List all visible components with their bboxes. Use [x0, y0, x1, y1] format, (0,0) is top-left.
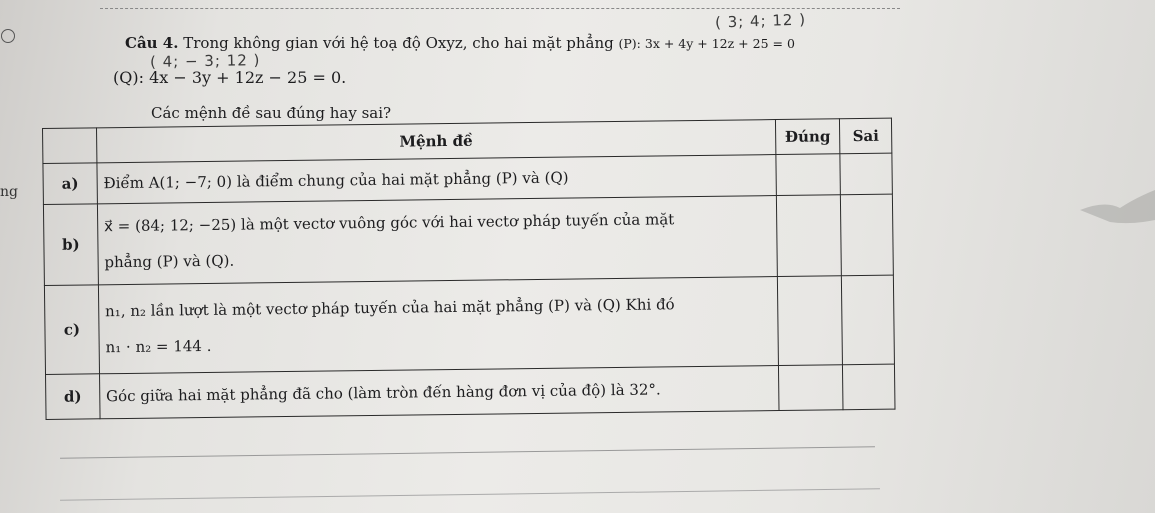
- statements-table: [42, 118, 896, 420]
- true-answer-cell[interactable]: [776, 195, 841, 277]
- statement-cell: [98, 277, 778, 374]
- header-statement: Mệnh đề: [96, 120, 775, 163]
- statement-line: n₁ · n₂ = 144 .: [105, 336, 212, 357]
- true-answer-cell[interactable]: [777, 276, 842, 366]
- false-answer-cell[interactable]: [840, 153, 892, 195]
- statement-cell: [97, 196, 777, 285]
- binder-hole-icon: [1, 29, 15, 43]
- true-answer-cell[interactable]: [776, 154, 841, 196]
- row-label: c): [44, 285, 99, 375]
- table-row: [44, 275, 894, 374]
- false-answer-cell[interactable]: [843, 364, 895, 410]
- statement-line: Góc giữa hai mặt phẳng đã cho (làm tròn đến hàng đơn vị của độ) là 32°.: [106, 380, 661, 406]
- header-label-cell: [43, 128, 97, 164]
- statement-line: x⃗ = (84; 12; −25) là một vectơ vuông góc với hai vectơ pháp tuyến của mặt: [103, 210, 675, 236]
- page-fold-shadow-icon: [1080, 180, 1155, 240]
- question-prompt: Các mệnh đề sau đúng hay sai?: [151, 104, 392, 122]
- true-answer-cell[interactable]: [778, 365, 843, 411]
- plane-p-equation: (P): 3x + 4y + 12z + 25 = 0: [618, 36, 795, 51]
- answer-rule-line: [60, 446, 875, 458]
- statement-line: phẳng (P) và (Q).: [104, 251, 235, 272]
- top-dashed-rule: [100, 8, 900, 9]
- header-true: Đúng: [775, 119, 840, 155]
- question-intro: Trong không gian với hệ toạ độ Oxyz, cho hai mặt phẳng: [183, 34, 614, 52]
- margin-handwriting: ng: [0, 184, 18, 200]
- answer-rule-line: [60, 488, 880, 500]
- row-label: d): [46, 374, 100, 420]
- table-row: [43, 194, 893, 285]
- question-number: Câu 4.: [125, 34, 179, 52]
- table-row: [46, 364, 895, 419]
- handwritten-p-normal: ( 3; 4; 12 ): [714, 10, 807, 32]
- header-false: Sai: [840, 118, 892, 154]
- handwritten-q-normal: ( 4; − 3; 12 ): [149, 51, 261, 71]
- statement-line: Điểm A(1; −7; 0) là điểm chung của hai mặt phẳng (P) và (Q): [103, 168, 569, 193]
- false-answer-cell[interactable]: [842, 275, 895, 365]
- row-label: b): [43, 204, 98, 286]
- statement-cell: [99, 366, 778, 419]
- row-label: a): [43, 163, 97, 205]
- false-answer-cell[interactable]: [841, 194, 894, 276]
- plane-q-equation: (Q): 4x − 3y + 12z − 25 = 0.: [113, 68, 347, 87]
- question-header: [125, 34, 795, 52]
- statement-line: n₁, n₂ lần lượt là một vectơ pháp tuyến của hai mặt phẳng (P) và (Q) Khi đó: [104, 295, 675, 321]
